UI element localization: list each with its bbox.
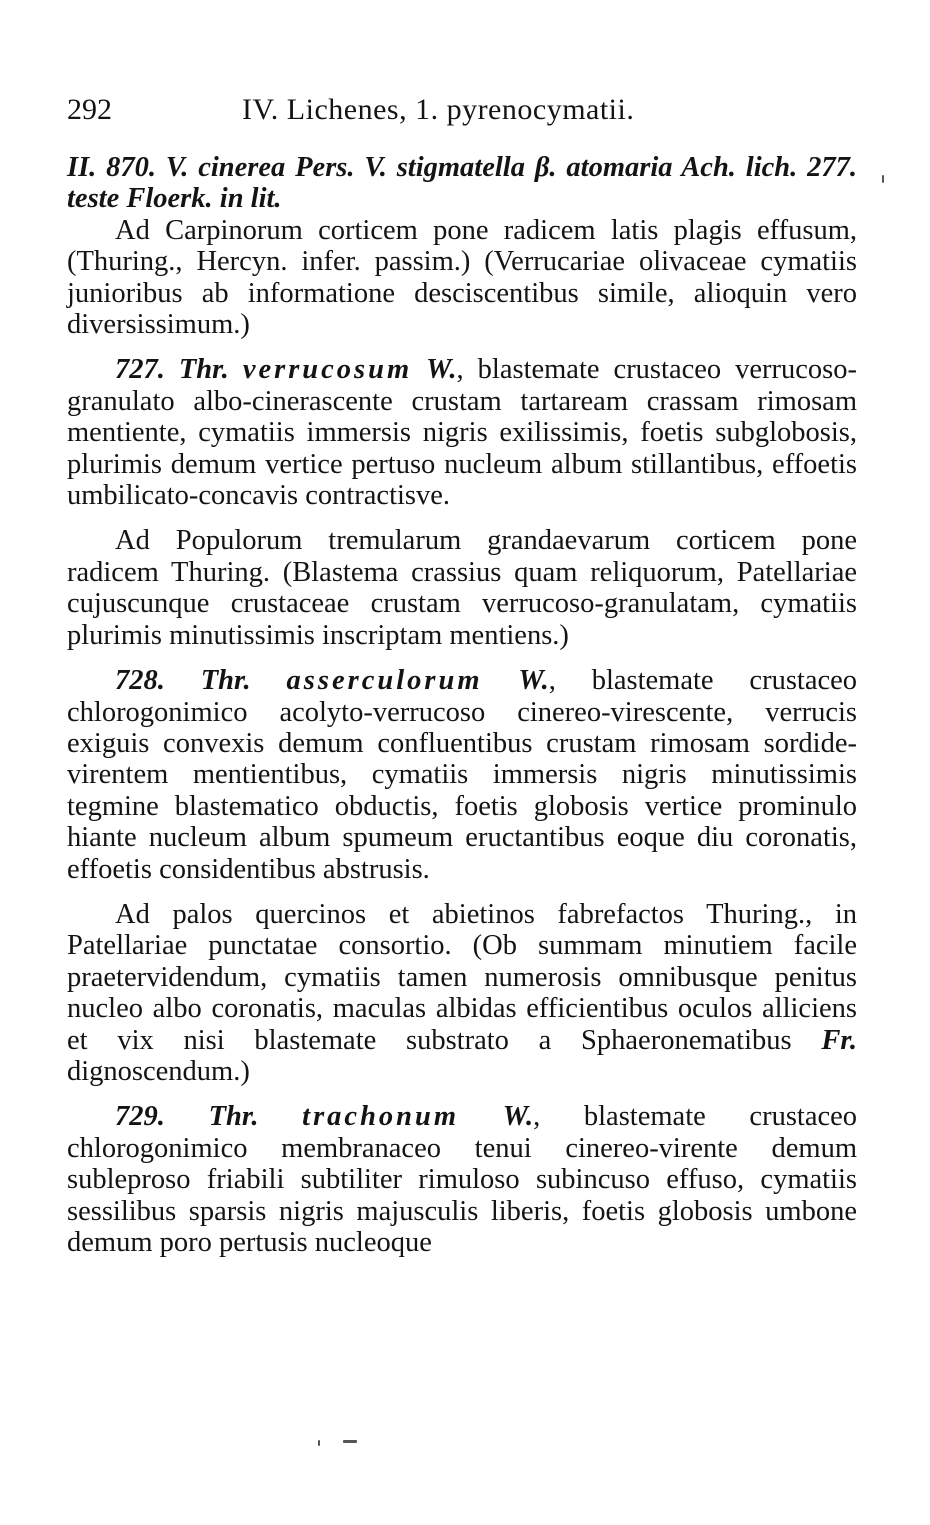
body-text — [67, 152, 857, 1258]
habitat-text-728-end: dignoscendum.) — [67, 1055, 250, 1087]
habitat-paragraph-870: Ad Carpinorum corticem pone radicem latis plagis effusum, (Thuring., Hercyn. infer. passim.) (Verrucariae olivaceae cymatiis junioribus ab informatione desciscentibus simile, alioquin vero diversissimum.) — [67, 214, 857, 341]
page-header — [67, 90, 857, 130]
description-727: , blastemate crustaceo verrucoso-granulato albo-cinerascente crustam tartaream crassam rimosam mentiente, cymatiis immersis nigris exilissimis, foetis subglobosis, plurimis demum vertice pertuso nucleum album stillantibus, effoetis umbilicato-concavis contractisve. — [67, 354, 858, 512]
species-name-727: verrucosum — [242, 354, 413, 386]
species-name-728: asserculorum — [286, 665, 483, 697]
scan-speck — [343, 1440, 357, 1443]
genus-729: Thr. — [208, 1101, 259, 1133]
entry-number-728: 728. — [115, 665, 165, 697]
entry-number-727: 727. — [115, 354, 165, 386]
scan-speck — [318, 1440, 320, 1446]
author-729: W. — [502, 1101, 534, 1133]
running-title: IV. Lichenes, 1. pyrenocymatii. — [242, 93, 635, 126]
entry-number-729: 729. — [115, 1101, 165, 1133]
description-729: , blastemate crustaceo chlorogonimico membranaceo tenui cinereo-virente demum subleproso friabili subtiliter rimuloso subincuso effuso, cymatiis sessilibus sparsis nigris majusculis liberis, foetis globosis umbone demum poro pertusis nucleoque — [67, 1101, 858, 1258]
scan-speck — [882, 175, 884, 183]
author-abbrev-fr: Fr. — [821, 1024, 857, 1056]
page-number: 292 — [67, 93, 112, 126]
habitat-paragraph-727: Ad Populorum tremularum grandaevarum corticem pone radicem Thuring. (Blastema crassius quam reliquorum, Patellariae cujuscunque crustaceae crustam verrucoso-granulatam, cymatiis plurimis minutissimis inscriptam mentiens.) — [67, 525, 857, 651]
habitat-paragraph-728 — [67, 899, 857, 1087]
species-entry-728 — [67, 665, 857, 885]
species-name-729: trachonum — [302, 1101, 460, 1133]
species-entry-729 — [67, 1101, 857, 1258]
author-728: W. — [518, 665, 549, 697]
genus-727: Thr. — [178, 354, 229, 386]
author-727: W. — [426, 354, 457, 386]
habitat-text-728: Ad palos quercinos et abietinos fabrefactos Thuring., in Patellariae punctatae consortio. (Ob summam minutiem facile praetervidendum, cymatiis tamen numerosis omnibusque penitus nucleo albo coronatis, maculas albidas efficientibus oculos alliciens et vix nisi blastemate substrato a Sphaeronematibus — [67, 898, 857, 1056]
genus-728: Thr. — [200, 665, 251, 697]
synonym-entry: II. 870. V. cinerea Pers. V. stigmatella β. atomaria Ach. lich. 277. teste Floerk. in lit. — [67, 152, 857, 215]
species-entry-727 — [67, 354, 857, 511]
description-728: , blastemate crustaceo chlorogonimico acolyto-verrucoso cinereo-virescente, verrucis exiguis convexis demum confluentibus crustam rimosam sordide-virentem mentientibus, cymatiis immersis nigris minutissimis tegmine blastematico obductis, foetis globosis vertice prominulo hiante nucleum album spumeum eructantibus eoque diu coronatis, effoetis considentibus abstrusis. — [67, 665, 858, 885]
